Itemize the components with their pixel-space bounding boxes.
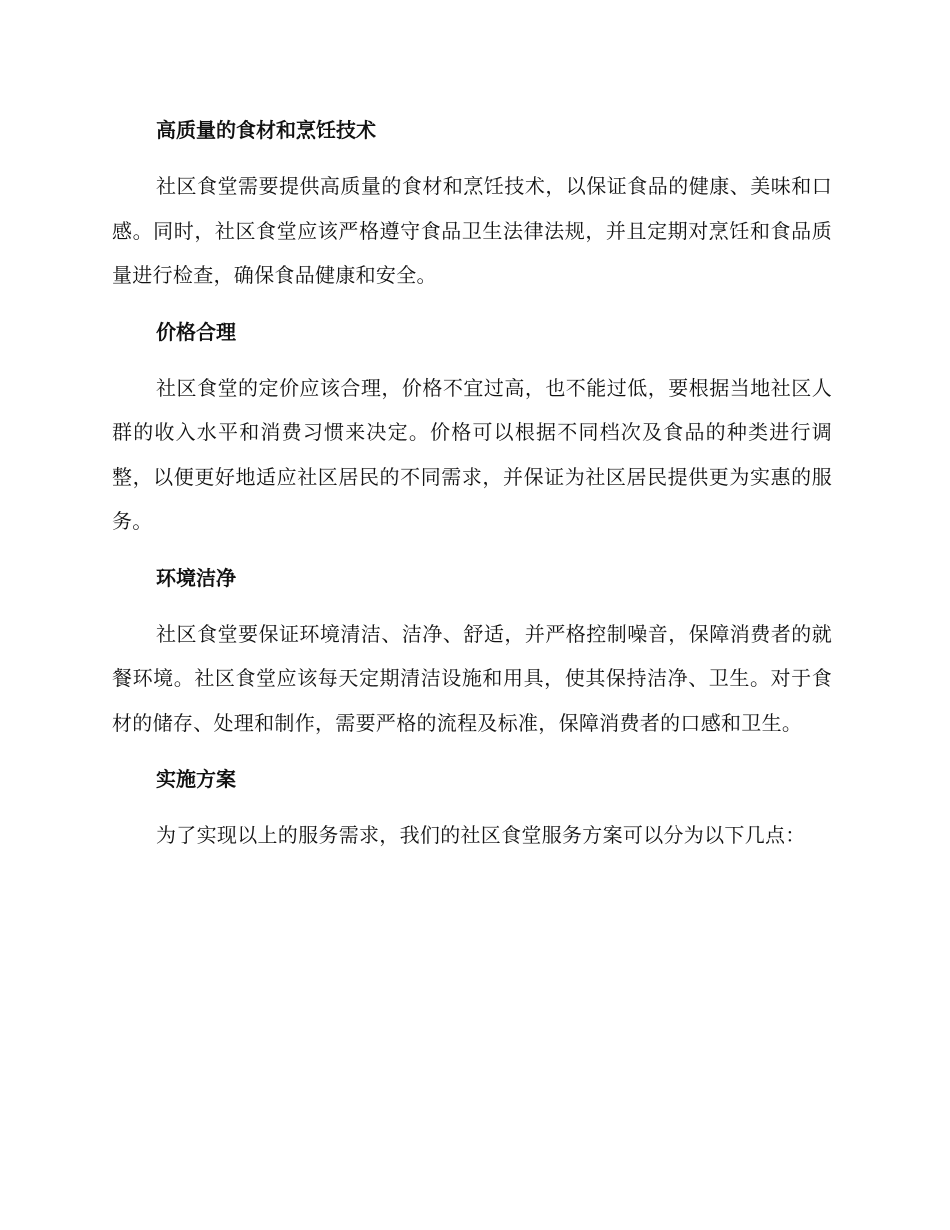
section-paragraph: 社区食堂要保证环境清洁、洁净、舒适，并严格控制噪音，保障消费者的就餐环境。社区食堂应该每天定期清洁设施和用具，使其保持洁净、卫生。对于食材的储存、处理和制作，需要严格的流程及标准，保障消费者的口感和卫生。 <box>112 621 832 735</box>
section-paragraph: 社区食堂的定价应该合理，价格不宜过高，也不能过低，要根据当地社区人群的收入水平和消费习惯来决定。价格可以根据不同档次及食品的种类进行调整，以便更好地适应社区居民的不同需求，并保证为社区居民提供更为实惠的服务。 <box>112 375 832 533</box>
section-implementation <box>112 757 832 858</box>
section-heading: 价格合理 <box>156 319 236 344</box>
section-paragraph: 社区食堂需要提供高质量的食材和烹饪技术，以保证食品的健康、美味和口感。同时，社区食堂应该严格遵守食品卫生法律法规，并且定期对烹饪和食品质量进行检查，确保食品健康和安全。 <box>112 174 832 287</box>
section-heading: 高质量的食材和烹饪技术 <box>156 118 376 142</box>
section-price <box>112 310 832 544</box>
section-heading: 实施方案 <box>156 767 236 791</box>
section-food-quality <box>112 108 832 298</box>
section-paragraph: 为了实现以上的服务需求，我们的社区食堂服务方案可以分为以下几点： <box>156 823 806 847</box>
section-heading: 环境洁净 <box>156 565 236 590</box>
section-environment <box>112 556 832 746</box>
document-page <box>112 108 832 870</box>
